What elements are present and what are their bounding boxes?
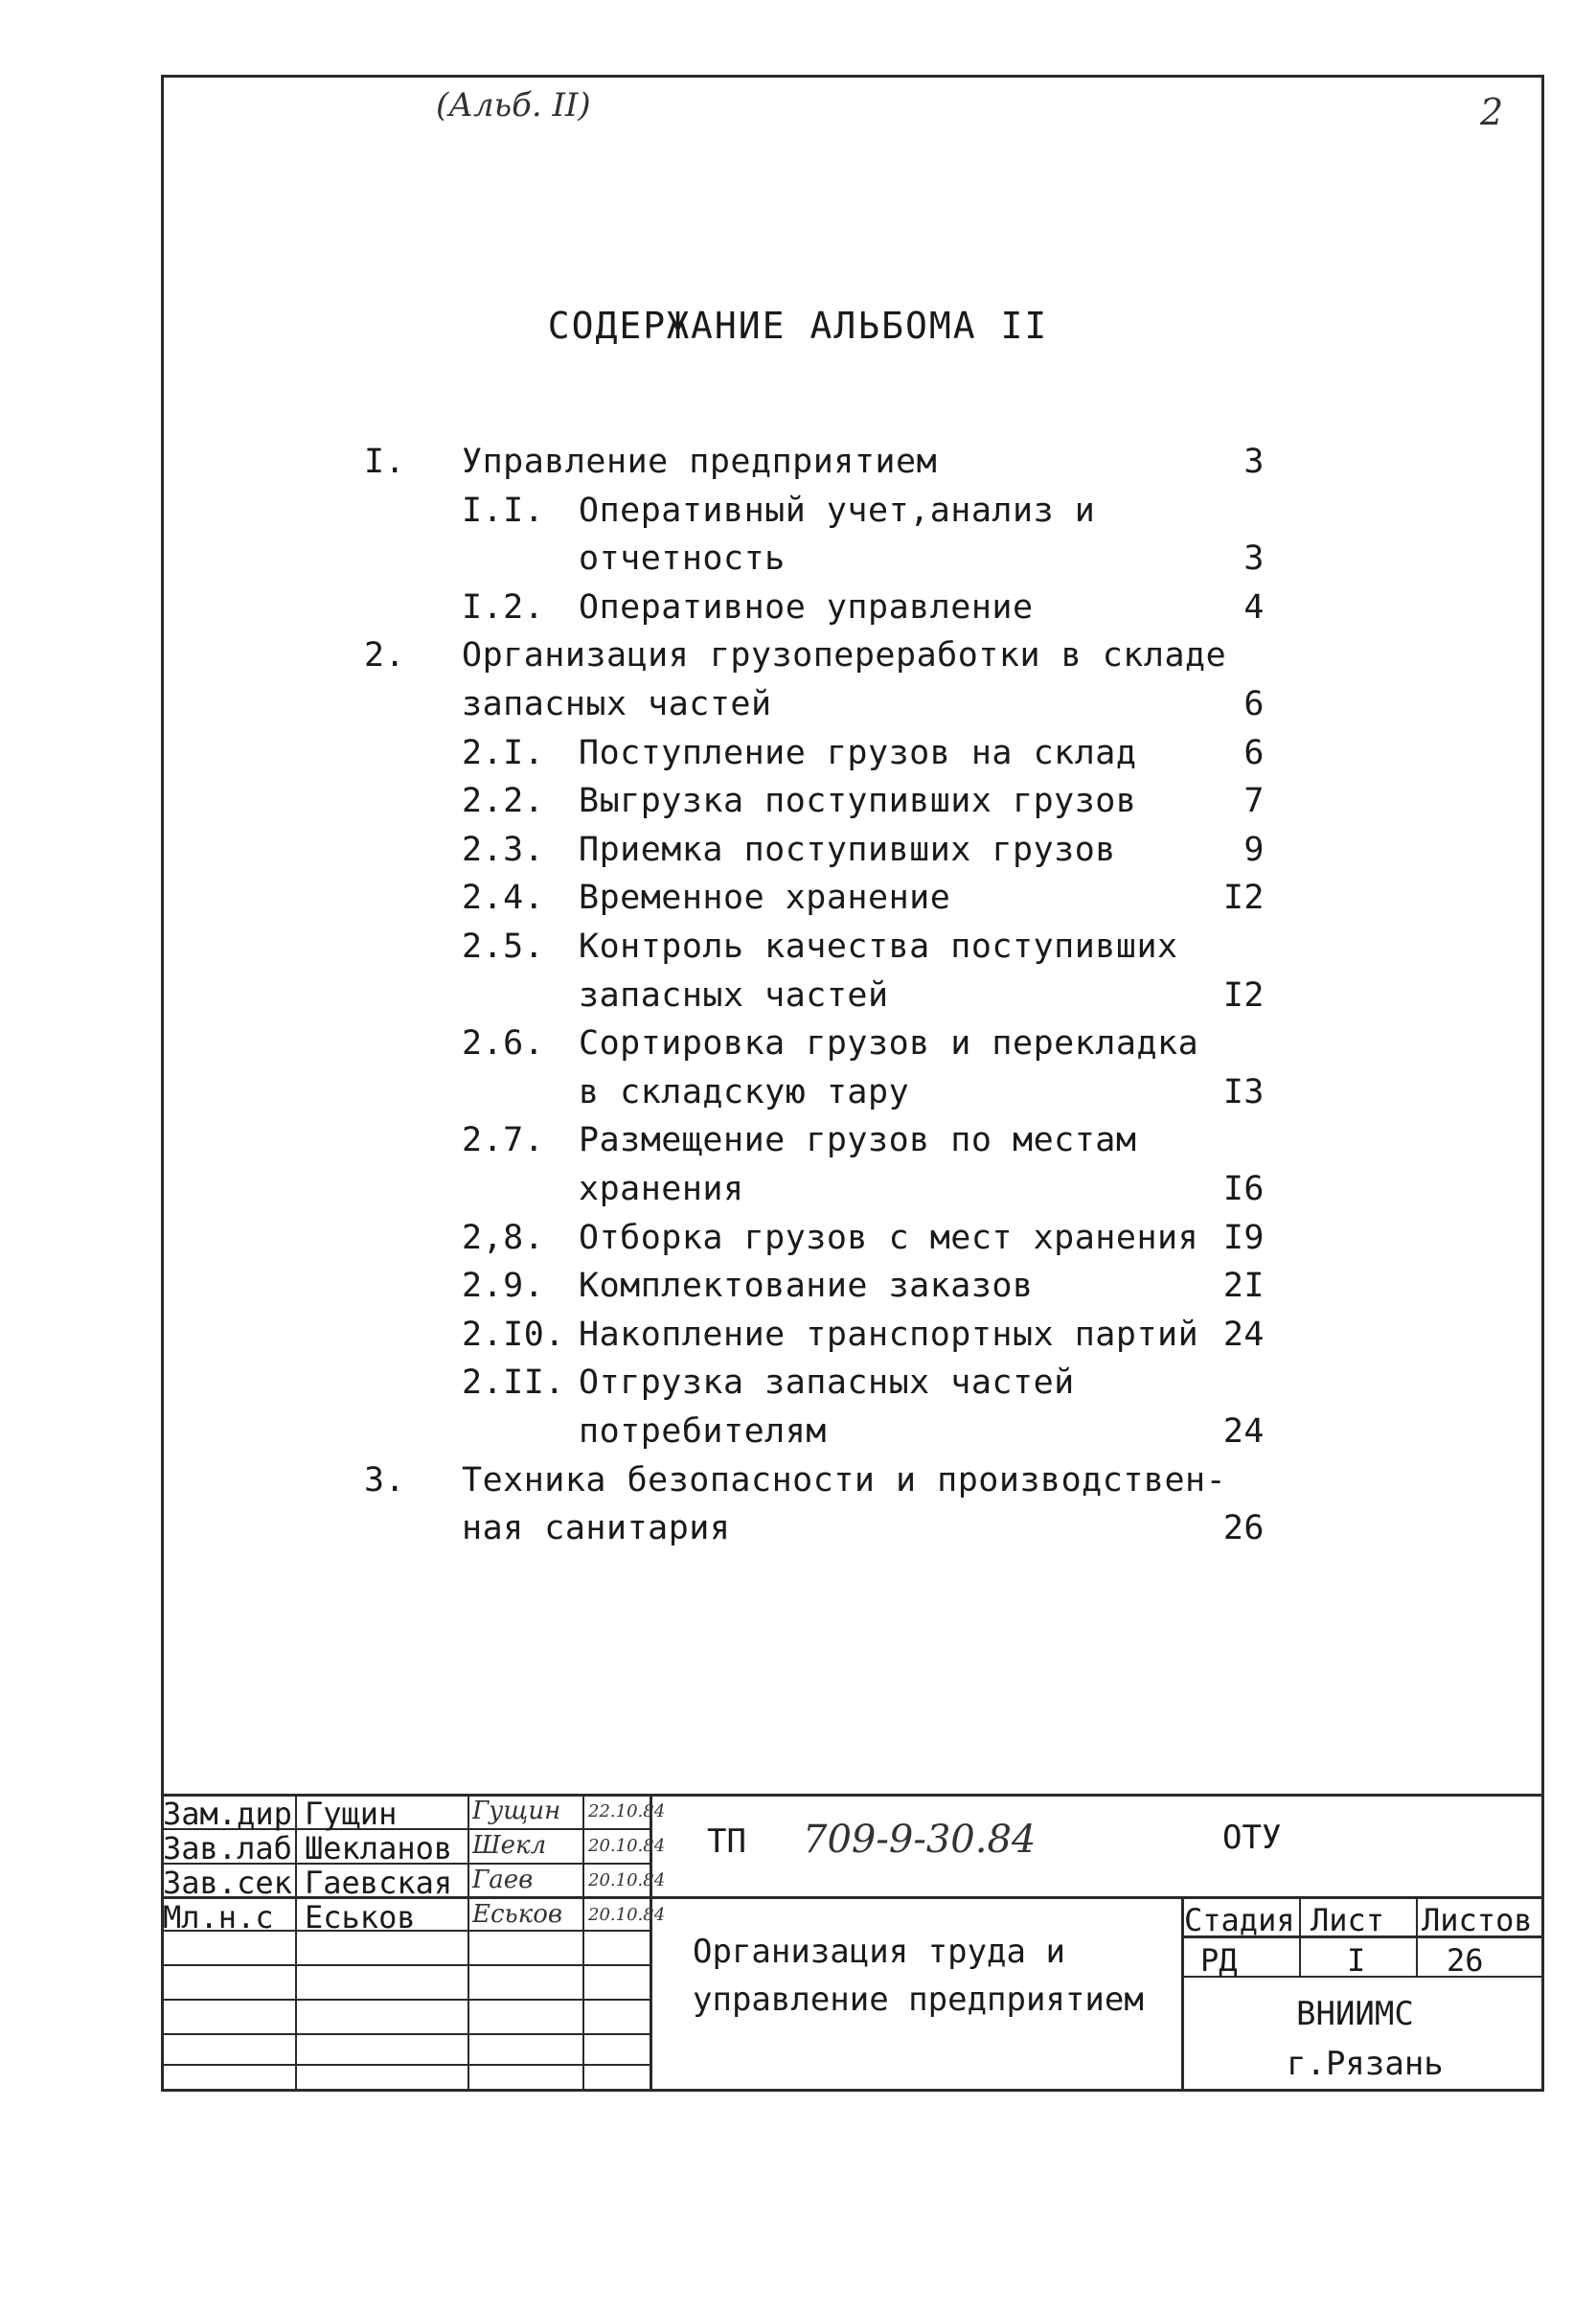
stage-label: Стадия [1184,1902,1295,1938]
department: ОТУ [1222,1819,1282,1857]
toc-item-page: 24 [1222,1316,1265,1354]
album-note: (Альб. II) [436,86,591,125]
sheet-label: Лист [1311,1902,1385,1938]
staff-signature-1: Гущин [472,1797,561,1825]
staff-signature-4: Еськов [472,1900,563,1929]
toc-item-text: Отборка грузов с мест хранения [579,1219,1199,1257]
toc-item-number: 2.9. [462,1267,545,1305]
toc-item-number: I. [364,443,406,481]
toc-item-number: 2.II. [462,1363,565,1402]
toc-item-text: Организация грузопереработки в складе [462,636,1227,675]
toc-item-page: 2I [1222,1267,1265,1305]
toc-item-page: 4 [1243,588,1265,627]
doc-prefix: ТП [707,1822,746,1861]
toc-item-page: 9 [1243,831,1265,869]
toc-item-page: I6 [1222,1170,1265,1208]
toc-item-page: 6 [1243,734,1265,772]
toc-item-page: I2 [1222,976,1265,1015]
staff-name-2: Шекланов [305,1830,453,1866]
staff-name-3: Гаевская [305,1865,453,1901]
organization: ВНИИМС [1296,1995,1414,2033]
toc-item-text: Техника безопасности и производствен- [462,1461,1227,1500]
toc-item-text: ная санитария [462,1509,731,1547]
doc-title-line-1: Организация труда и [693,1933,1065,1971]
toc-item-number: 2. [364,636,406,675]
staff-role-3: Зав.сек [163,1865,292,1901]
toc-item-text: Контроль качества поступивших [579,927,1178,966]
toc-item-number: 2.2. [462,782,545,820]
staff-signature-2: Шекл [472,1831,547,1860]
toc-item-text: Накопление транспортных партий [579,1316,1199,1354]
staff-name-4: Еськов [305,1899,416,1935]
toc-item-page: 24 [1222,1412,1265,1451]
toc-item-number: 2,8. [462,1219,545,1257]
toc-item-text: Управление предприятием [462,443,938,481]
page-number: 2 [1480,91,1504,133]
toc-item-number: 2.I0. [462,1316,565,1354]
title-block [161,1794,1544,2092]
toc-item-text: запасных частей [579,976,889,1015]
toc-item-number: I.2. [462,588,545,627]
toc-item-number: 2.6. [462,1024,545,1063]
toc-item-text: Оперативное управление [579,588,1034,627]
staff-role-2: Зав.лаб [163,1830,292,1866]
staff-date-4: 20.10.84 [588,1905,666,1925]
toc-item-number: I.I. [462,492,545,530]
toc-item-text: Размещение грузов по местам [579,1121,1137,1159]
toc-item-page: 3 [1243,539,1265,578]
toc-item-number: 2.3. [462,831,545,869]
toc-item-number: 2.5. [462,927,545,966]
sheet-value: I [1347,1942,1366,1979]
sheets-label: Листов [1422,1902,1533,1938]
toc-item-page: 6 [1243,685,1265,723]
staff-role-4: Мл.н.с [163,1899,274,1935]
toc-item-number: 2.7. [462,1121,545,1159]
toc-item-number: 2.I. [462,734,545,772]
toc-item-text: Оперативный учет,анализ и [579,492,1096,530]
toc-item-text: хранения [579,1170,744,1208]
staff-role-1: Зам.дир [163,1796,292,1832]
staff-date-3: 20.10.84 [588,1870,666,1890]
staff-name-1: Гущин [305,1796,398,1832]
toc-item-text: запасных частей [462,685,772,723]
staff-date-1: 22.10.84 [588,1801,666,1821]
toc-item-page: I2 [1222,879,1265,917]
toc-title: СОДЕРЖАНИЕ АЛЬБОМА II [547,305,1049,347]
toc-item-text: Комплектование заказов [579,1267,1034,1305]
toc-item-text: Временное хранение [579,879,951,917]
toc-item-text: потребителям [579,1412,827,1451]
stage-value: РД [1200,1942,1238,1979]
toc-item-text: Приемка поступивших грузов [579,831,1116,869]
toc-item-text: Поступление грузов на склад [579,734,1137,772]
toc-item-text: Отгрузка запасных частей [579,1363,1075,1402]
toc-item-text: отчетность [579,539,786,578]
toc-item-page: 3 [1243,443,1265,481]
toc-item-number: 2.4. [462,879,545,917]
toc-item-page: I3 [1222,1073,1265,1111]
toc-item-text: Выгрузка поступивших грузов [579,782,1137,820]
staff-signature-3: Гаев [472,1866,534,1894]
toc-item-number: 3. [364,1461,406,1500]
toc-item-page: 26 [1222,1509,1265,1547]
toc-item-page: 7 [1243,782,1265,820]
doc-title-line-2: управление предприятием [693,1981,1144,2019]
city: г.Рязань [1287,2045,1444,2083]
doc-number: 709-9-30.84 [803,1818,1037,1862]
staff-date-2: 20.10.84 [588,1836,666,1856]
sheets-value: 26 [1447,1942,1484,1979]
toc-item-text: в складскую тару [579,1073,910,1111]
toc-item-page: I9 [1222,1219,1265,1257]
toc-item-text: Сортировка грузов и перекладка [579,1024,1199,1063]
